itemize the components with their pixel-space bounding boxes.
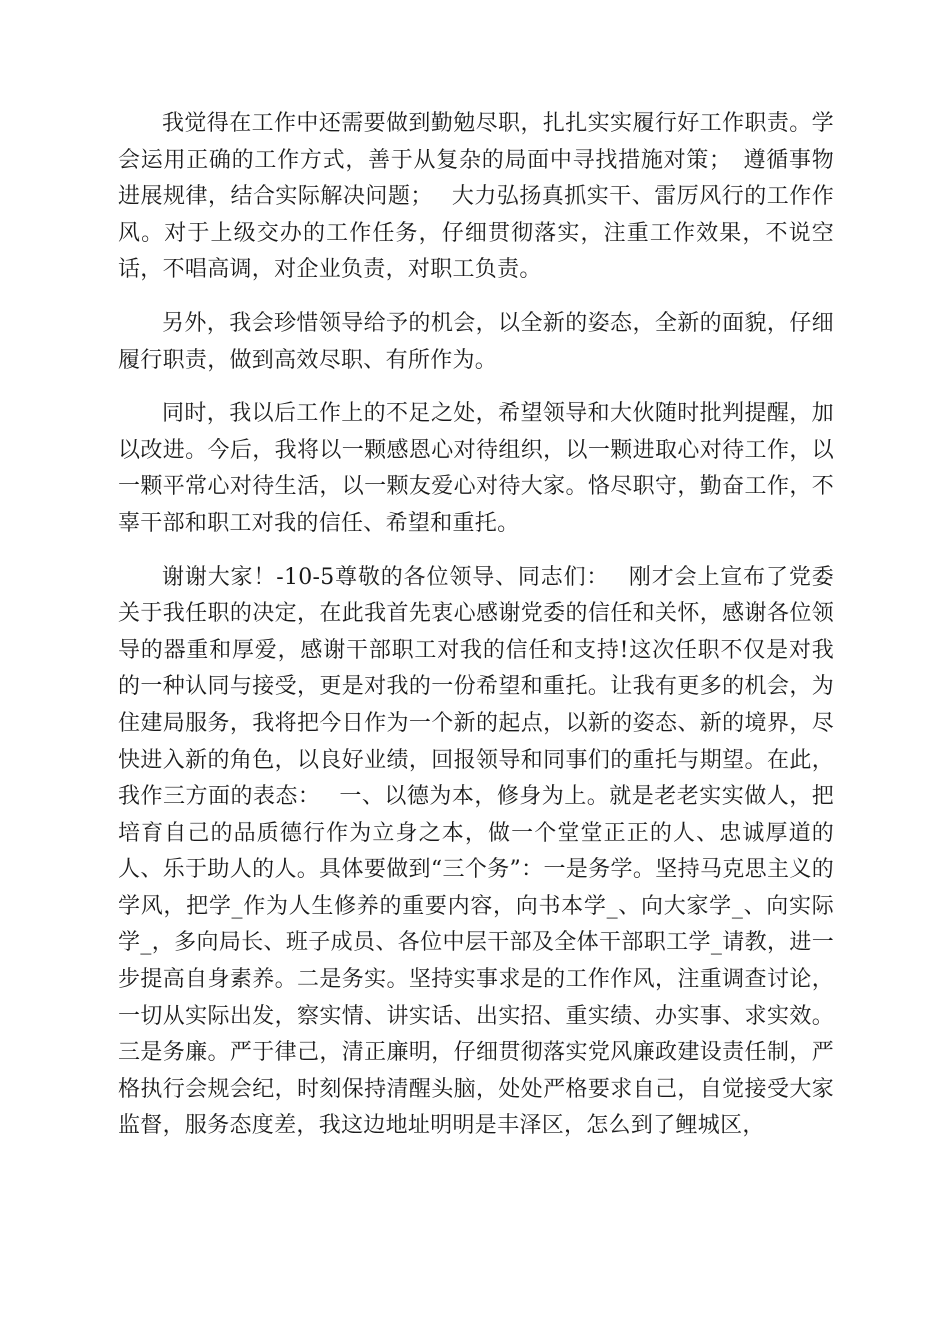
paragraph-speech: 谢谢大家！-10-5尊敬的各位领导、同志们： 刚才会上宣布了党委关于我任职的决定，在此我首先衷心感谢党委的信任和关怀，感谢各位领导的器重和厚爱，感谢干部职工对我的信任和支持!这次任职不仅是对我的一种认同与接受，更是对我的一份希望和重托。让我有更多的机会，为住建局服务，我将把今日作为一个新的起点，以新的姿态、新的境界，尽快进入新的角色，以良好业绩，回报领导和同事们的重托与期望。在此，我作三方面的表态： 一、以德为本，修身为上。就是老老实实做人，把培育自己的品质德行作为立身之本，做一个堂堂正正的人、忠诚厚道的人、乐于助人的人。具体要做到“三个务”：一是务学。坚持马克思主义的学风，把学_作为人生修养的重要内容，向书本学_、向大家学_、向实际学_，多向局长、班子成员、各位中层干部及全体干部职工学_请教，进一步提高自身素养。二是务实。坚持实事求是的工作作风，注重调查讨论，一切从实际出发，察实情、讲实话、出实招、重实绩、办实事、求实效。三是务廉。严于律己，清正廉明，仔细贯彻落实党风廉政建设责任制，严格执行会规会纪，时刻保持清醒头脑，处处严格要求自己，自觉接受大家监督，服务态度差，我这边地址明明是丰泽区，怎么到了鲤城区， (118, 564, 834, 1139)
paragraph-improvement: 同时，我以后工作上的不足之处，希望领导和大伙随时批判提醒，加以改进。今后，我将以一颗感恩心对待组织，以一颗进取心对待工作，以一颗平常心对待生活，以一颗友爱心对待大家。恪尽职守，勤奋工作，不辜干部和职工对我的信任、希望和重托。 (118, 401, 834, 536)
document-page (118, 106, 834, 1162)
paragraph-duty: 我觉得在工作中还需要做到勤勉尽职，扎扎实实履行好工作职责。学会运用正确的工作方式，善于从复杂的局面中寻找措施对策； 遵循事物进展规律，结合实际解决问题； 大力弘扬真抓实干、雷厉风行的工作作风。对于上级交办的工作任务，仔细贯彻落实，注重工作效果，不说空话，不唱高调，对企业负责，对职工负责。 (118, 111, 834, 283)
paragraph-opportunity: 另外，我会珍惜领导给予的机会，以全新的姿态，全新的面貌，仔细履行职责，做到高效尽职、有所作为。 (118, 310, 834, 373)
